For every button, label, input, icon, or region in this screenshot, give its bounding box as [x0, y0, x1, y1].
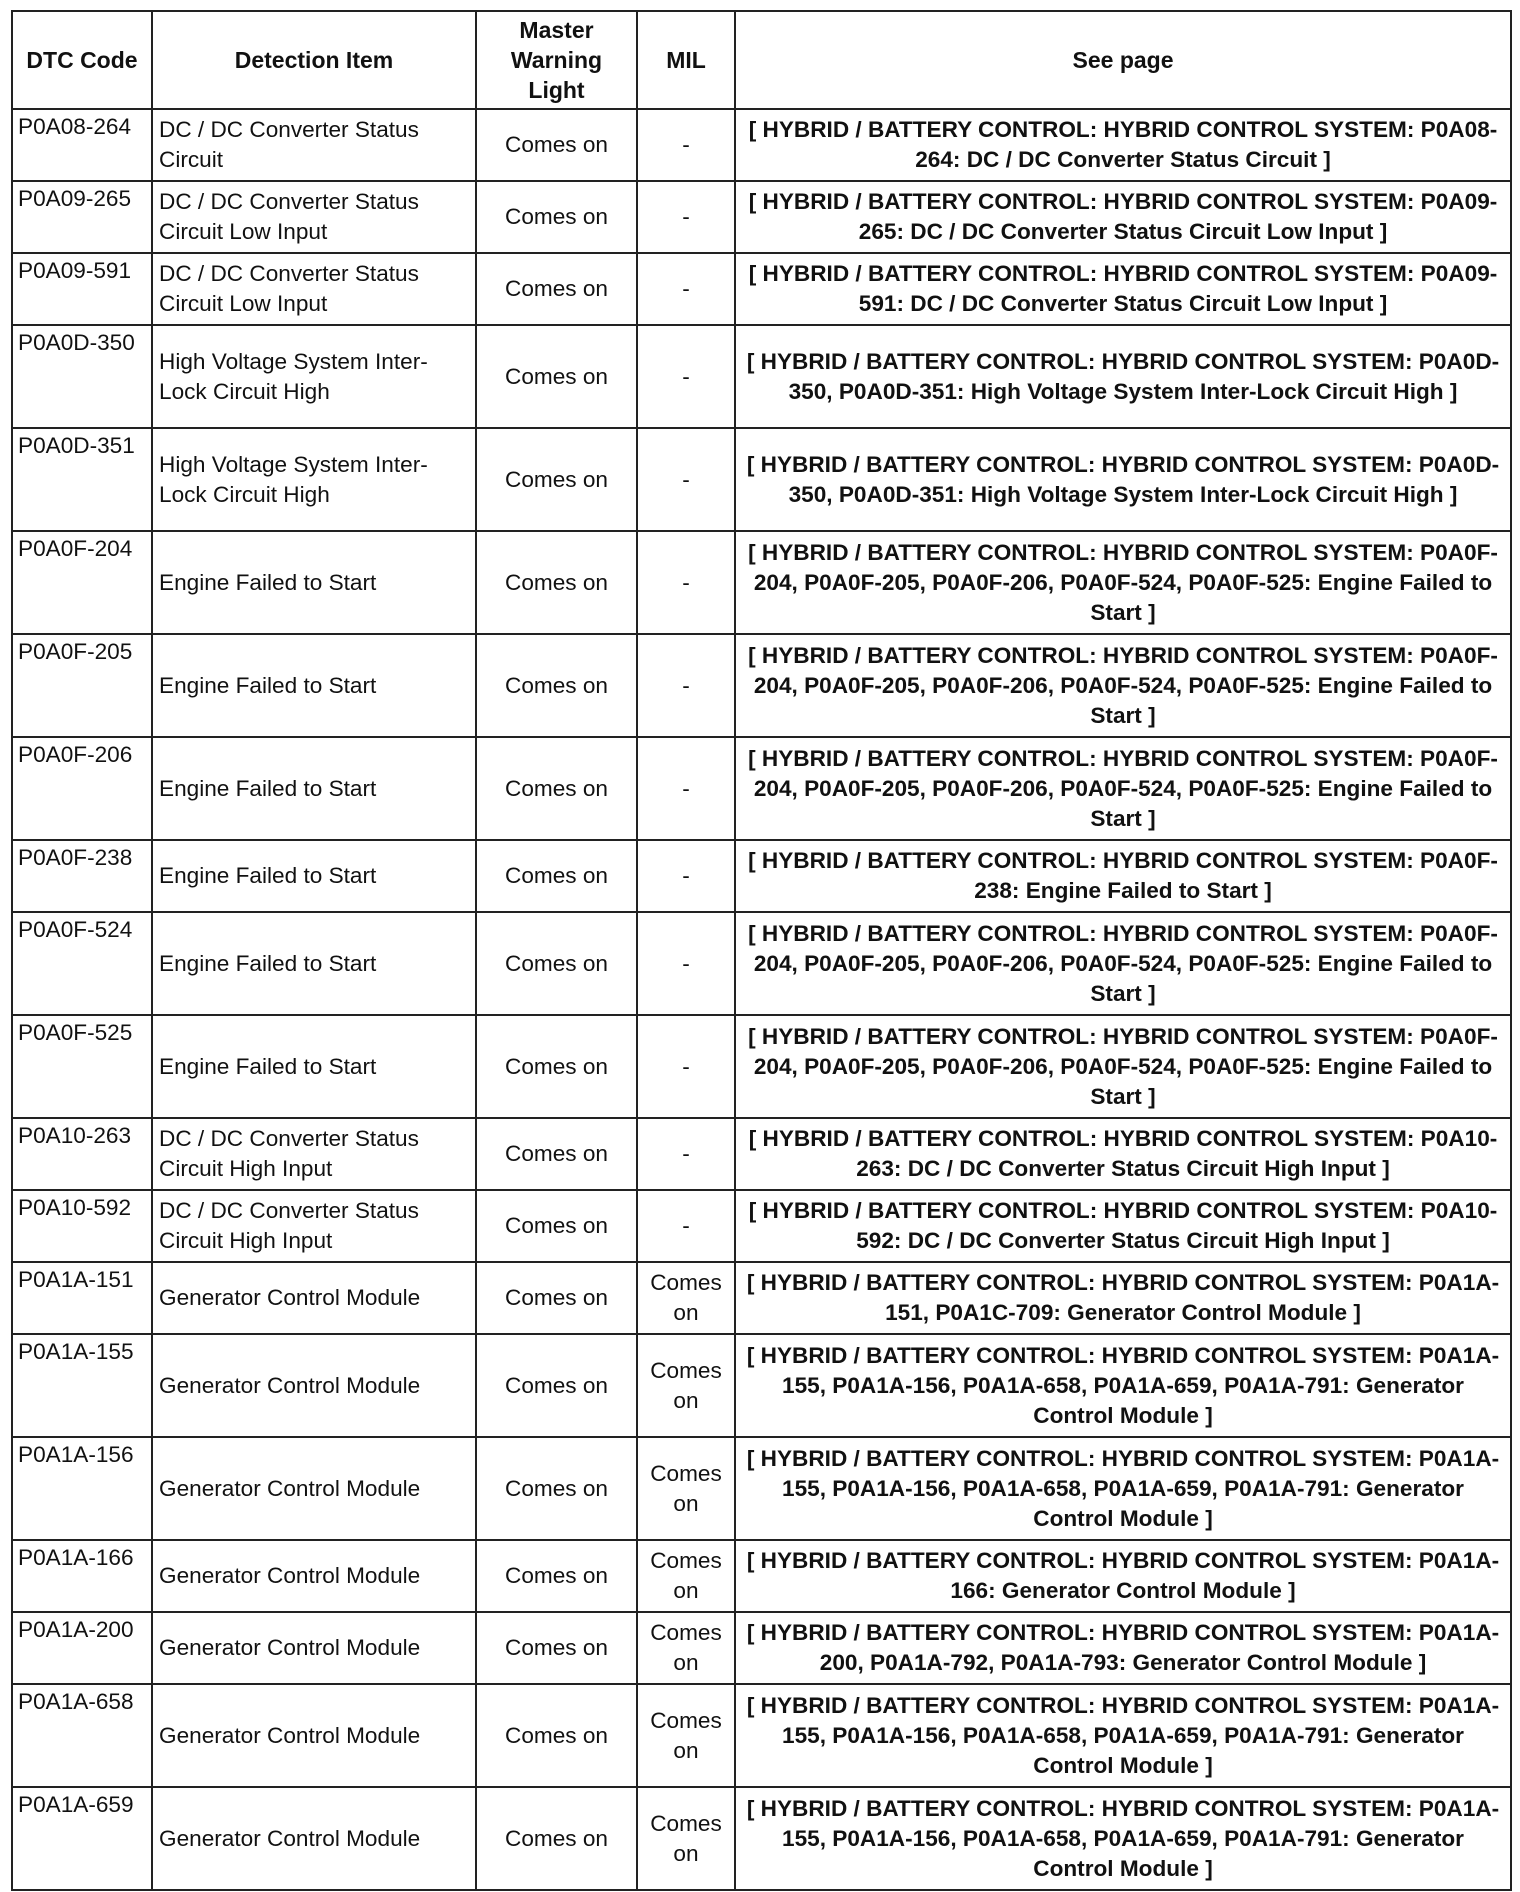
master-warning-cell: Comes on: [476, 428, 637, 531]
table-row: [12, 181, 1511, 253]
table-row: [12, 1015, 1511, 1118]
dtc-code-cell: P0A1A-156: [12, 1437, 152, 1540]
mil-cell: -: [637, 840, 735, 912]
dtc-code-cell: P0A1A-658: [12, 1684, 152, 1787]
header-master-warning-light: Master Warning Light: [476, 11, 637, 109]
table-row: [12, 840, 1511, 912]
mil-cell: Comes on: [637, 1262, 735, 1334]
table-body: [12, 109, 1511, 1890]
see-page-cell: [ HYBRID / BATTERY CONTROL: HYBRID CONTROL SYSTEM: P0A10-592: DC / DC Converter Status Circuit High Input ]: [735, 1190, 1511, 1262]
header-see-page: See page: [735, 11, 1511, 109]
table-row: [12, 1787, 1511, 1890]
dtc-code-cell: P0A0D-350: [12, 325, 152, 428]
header-mil: MIL: [637, 11, 735, 109]
detection-item-cell: Generator Control Module: [152, 1262, 476, 1334]
dtc-code-cell: P0A1A-659: [12, 1787, 152, 1890]
detection-item-cell: Engine Failed to Start: [152, 912, 476, 1015]
detection-item-cell: Generator Control Module: [152, 1612, 476, 1684]
dtc-code-cell: P0A1A-155: [12, 1334, 152, 1437]
detection-item-cell: DC / DC Converter Status Circuit Low Input: [152, 181, 476, 253]
dtc-code-cell: P0A10-263: [12, 1118, 152, 1190]
dtc-code-cell: P0A1A-166: [12, 1540, 152, 1612]
master-warning-cell: Comes on: [476, 840, 637, 912]
see-page-cell: [ HYBRID / BATTERY CONTROL: HYBRID CONTROL SYSTEM: P0A1A-200, P0A1A-792, P0A1A-793: Generator Control Module ]: [735, 1612, 1511, 1684]
table-row: [12, 737, 1511, 840]
master-warning-cell: Comes on: [476, 912, 637, 1015]
master-warning-cell: Comes on: [476, 1190, 637, 1262]
master-warning-cell: Comes on: [476, 325, 637, 428]
see-page-cell: [ HYBRID / BATTERY CONTROL: HYBRID CONTROL SYSTEM: P0A08-264: DC / DC Converter Status Circuit ]: [735, 109, 1511, 181]
detection-item-cell: DC / DC Converter Status Circuit High Input: [152, 1190, 476, 1262]
table-row: [12, 1684, 1511, 1787]
master-warning-cell: Comes on: [476, 181, 637, 253]
dtc-code-cell: P0A09-591: [12, 253, 152, 325]
dtc-code-cell: P0A1A-151: [12, 1262, 152, 1334]
see-page-cell: [ HYBRID / BATTERY CONTROL: HYBRID CONTROL SYSTEM: P0A0D-350, P0A0D-351: High Voltage System Inter-Lock Circuit High ]: [735, 325, 1511, 428]
master-warning-cell: Comes on: [476, 1684, 637, 1787]
table-row: [12, 1262, 1511, 1334]
detection-item-cell: Generator Control Module: [152, 1787, 476, 1890]
table-row: [12, 1612, 1511, 1684]
table-row: [12, 325, 1511, 428]
mil-cell: -: [637, 912, 735, 1015]
see-page-cell: [ HYBRID / BATTERY CONTROL: HYBRID CONTROL SYSTEM: P0A1A-155, P0A1A-156, P0A1A-658, P0A1A-659, P0A1A-791: Generator Control Module ]: [735, 1684, 1511, 1787]
dtc-code-cell: P0A0F-524: [12, 912, 152, 1015]
mil-cell: Comes on: [637, 1437, 735, 1540]
mil-cell: Comes on: [637, 1787, 735, 1890]
master-warning-cell: Comes on: [476, 1612, 637, 1684]
detection-item-cell: DC / DC Converter Status Circuit: [152, 109, 476, 181]
master-warning-cell: Comes on: [476, 1015, 637, 1118]
master-warning-cell: Comes on: [476, 1437, 637, 1540]
see-page-cell: [ HYBRID / BATTERY CONTROL: HYBRID CONTROL SYSTEM: P0A1A-155, P0A1A-156, P0A1A-658, P0A1A-659, P0A1A-791: Generator Control Module ]: [735, 1437, 1511, 1540]
master-warning-cell: Comes on: [476, 1262, 637, 1334]
see-page-cell: [ HYBRID / BATTERY CONTROL: HYBRID CONTROL SYSTEM: P0A09-591: DC / DC Converter Status Circuit Low Input ]: [735, 253, 1511, 325]
dtc-code-cell: P0A0D-351: [12, 428, 152, 531]
table-row: [12, 1540, 1511, 1612]
mil-cell: Comes on: [637, 1334, 735, 1437]
table-row: [12, 1437, 1511, 1540]
table-row: [12, 109, 1511, 181]
dtc-code-cell: P0A0F-238: [12, 840, 152, 912]
see-page-cell: [ HYBRID / BATTERY CONTROL: HYBRID CONTROL SYSTEM: P0A0F-204, P0A0F-205, P0A0F-206, P0A0F-524, P0A0F-525: Engine Failed to Start ]: [735, 737, 1511, 840]
mil-cell: -: [637, 634, 735, 737]
mil-cell: Comes on: [637, 1684, 735, 1787]
table-row: [12, 912, 1511, 1015]
table-row: [12, 634, 1511, 737]
mil-cell: -: [637, 325, 735, 428]
master-warning-cell: Comes on: [476, 1334, 637, 1437]
header-row: [12, 11, 1511, 109]
master-warning-cell: Comes on: [476, 737, 637, 840]
see-page-cell: [ HYBRID / BATTERY CONTROL: HYBRID CONTROL SYSTEM: P0A1A-151, P0A1C-709: Generator Control Module ]: [735, 1262, 1511, 1334]
master-warning-cell: Comes on: [476, 531, 637, 634]
see-page-cell: [ HYBRID / BATTERY CONTROL: HYBRID CONTROL SYSTEM: P0A1A-155, P0A1A-156, P0A1A-658, P0A1A-659, P0A1A-791: Generator Control Module ]: [735, 1334, 1511, 1437]
master-warning-cell: Comes on: [476, 109, 637, 181]
mil-cell: -: [637, 1118, 735, 1190]
see-page-cell: [ HYBRID / BATTERY CONTROL: HYBRID CONTROL SYSTEM: P0A0F-204, P0A0F-205, P0A0F-206, P0A0F-524, P0A0F-525: Engine Failed to Start ]: [735, 531, 1511, 634]
see-page-cell: [ HYBRID / BATTERY CONTROL: HYBRID CONTROL SYSTEM: P0A1A-155, P0A1A-156, P0A1A-658, P0A1A-659, P0A1A-791: Generator Control Module ]: [735, 1787, 1511, 1890]
mil-cell: -: [637, 1190, 735, 1262]
detection-item-cell: Engine Failed to Start: [152, 737, 476, 840]
see-page-cell: [ HYBRID / BATTERY CONTROL: HYBRID CONTROL SYSTEM: P0A0F-204, P0A0F-205, P0A0F-206, P0A0F-524, P0A0F-525: Engine Failed to Start ]: [735, 912, 1511, 1015]
mil-cell: -: [637, 531, 735, 634]
see-page-cell: [ HYBRID / BATTERY CONTROL: HYBRID CONTROL SYSTEM: P0A0F-204, P0A0F-205, P0A0F-206, P0A0F-524, P0A0F-525: Engine Failed to Start ]: [735, 634, 1511, 737]
detection-item-cell: Engine Failed to Start: [152, 1015, 476, 1118]
detection-item-cell: High Voltage System Inter-Lock Circuit High: [152, 428, 476, 531]
table-row: [12, 428, 1511, 531]
see-page-cell: [ HYBRID / BATTERY CONTROL: HYBRID CONTROL SYSTEM: P0A09-265: DC / DC Converter Status Circuit Low Input ]: [735, 181, 1511, 253]
dtc-code-cell: P0A10-592: [12, 1190, 152, 1262]
dtc-code-cell: P0A0F-205: [12, 634, 152, 737]
dtc-code-cell: P0A0F-525: [12, 1015, 152, 1118]
mil-cell: -: [637, 737, 735, 840]
mil-cell: -: [637, 181, 735, 253]
master-warning-cell: Comes on: [476, 253, 637, 325]
see-page-cell: [ HYBRID / BATTERY CONTROL: HYBRID CONTROL SYSTEM: P0A1A-166: Generator Control Module ]: [735, 1540, 1511, 1612]
table-row: [12, 1334, 1511, 1437]
table-row: [12, 253, 1511, 325]
mil-cell: -: [637, 253, 735, 325]
dtc-code-cell: P0A08-264: [12, 109, 152, 181]
see-page-cell: [ HYBRID / BATTERY CONTROL: HYBRID CONTROL SYSTEM: P0A0F-204, P0A0F-205, P0A0F-206, P0A0F-524, P0A0F-525: Engine Failed to Start ]: [735, 1015, 1511, 1118]
detection-item-cell: Engine Failed to Start: [152, 840, 476, 912]
detection-item-cell: Engine Failed to Start: [152, 531, 476, 634]
mil-cell: Comes on: [637, 1612, 735, 1684]
dtc-code-cell: P0A1A-200: [12, 1612, 152, 1684]
detection-item-cell: DC / DC Converter Status Circuit Low Input: [152, 253, 476, 325]
detection-item-cell: Generator Control Module: [152, 1540, 476, 1612]
detection-item-cell: DC / DC Converter Status Circuit High Input: [152, 1118, 476, 1190]
mil-cell: -: [637, 109, 735, 181]
table-row: [12, 531, 1511, 634]
see-page-cell: [ HYBRID / BATTERY CONTROL: HYBRID CONTROL SYSTEM: P0A0D-350, P0A0D-351: High Voltage System Inter-Lock Circuit High ]: [735, 428, 1511, 531]
dtc-code-cell: P0A0F-204: [12, 531, 152, 634]
master-warning-cell: Comes on: [476, 634, 637, 737]
detection-item-cell: Generator Control Module: [152, 1437, 476, 1540]
dtc-code-cell: P0A09-265: [12, 181, 152, 253]
detection-item-cell: High Voltage System Inter-Lock Circuit High: [152, 325, 476, 428]
header-detection-item: Detection Item: [152, 11, 476, 109]
mil-cell: -: [637, 428, 735, 531]
table-row: [12, 1118, 1511, 1190]
mil-cell: Comes on: [637, 1540, 735, 1612]
see-page-cell: [ HYBRID / BATTERY CONTROL: HYBRID CONTROL SYSTEM: P0A10-263: DC / DC Converter Status Circuit High Input ]: [735, 1118, 1511, 1190]
dtc-code-cell: P0A0F-206: [12, 737, 152, 840]
mil-cell: -: [637, 1015, 735, 1118]
detection-item-cell: Engine Failed to Start: [152, 634, 476, 737]
master-warning-cell: Comes on: [476, 1787, 637, 1890]
see-page-cell: [ HYBRID / BATTERY CONTROL: HYBRID CONTROL SYSTEM: P0A0F-238: Engine Failed to Start ]: [735, 840, 1511, 912]
detection-item-cell: Generator Control Module: [152, 1684, 476, 1787]
dtc-table: [11, 10, 1512, 1891]
detection-item-cell: Generator Control Module: [152, 1334, 476, 1437]
header-dtc-code: DTC Code: [12, 11, 152, 109]
master-warning-cell: Comes on: [476, 1540, 637, 1612]
table-row: [12, 1190, 1511, 1262]
master-warning-cell: Comes on: [476, 1118, 637, 1190]
